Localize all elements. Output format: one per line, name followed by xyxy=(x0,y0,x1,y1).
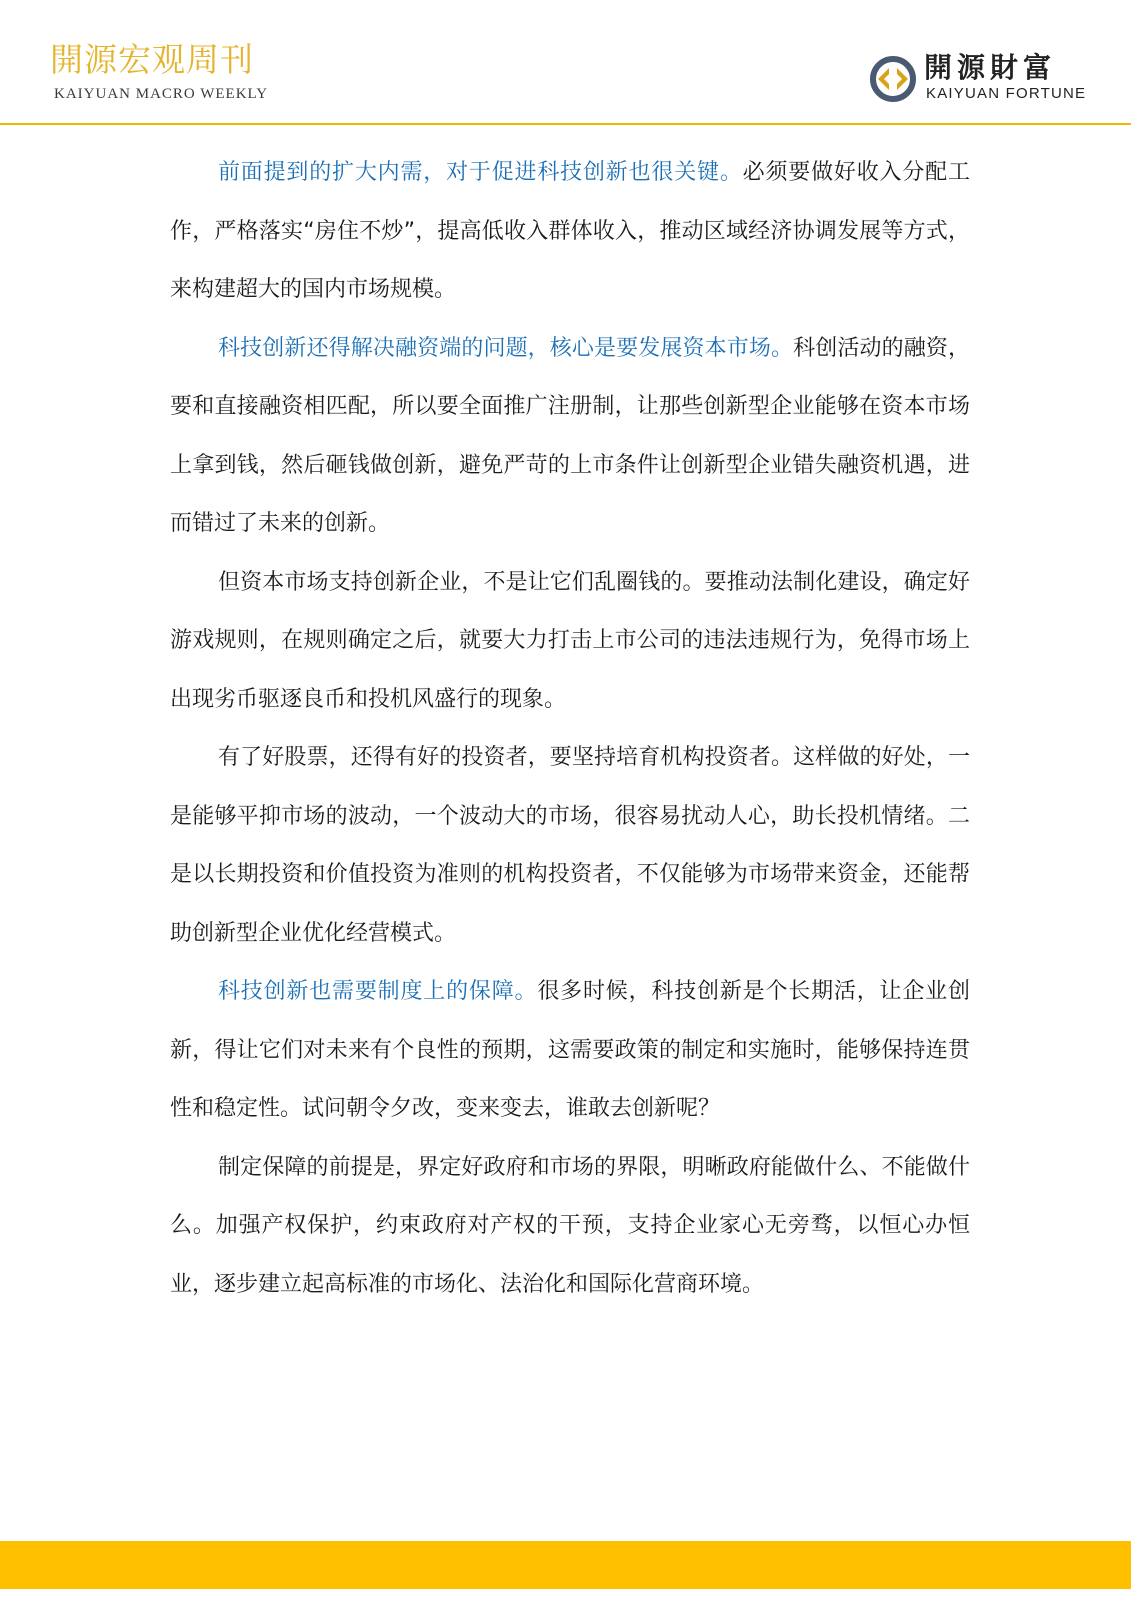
paragraph-text: 必须要做好收入分配工作，严格落实“房住不炒”，提高低收入群体收入，推动区域经济协调发展等方式，来构建超大的国内市场规模。 xyxy=(170,160,970,302)
brand-name-cn: 開源財富 xyxy=(924,51,1057,84)
paragraph xyxy=(170,554,970,730)
paragraph-highlight: 前面提到的扩大内需，对于促进科技创新也很关键。 xyxy=(218,160,743,185)
header-divider xyxy=(0,123,1131,125)
article-body xyxy=(170,144,970,1314)
paragraph xyxy=(170,963,970,1139)
paragraph xyxy=(170,729,970,963)
footer-bar xyxy=(0,1541,1131,1589)
paragraph-text: 很多时候，科技创新是个长期活，让企业创新，得让它们对未来有个良性的预期，这需要政策的制定和实施时，能够保持连贯性和稳定性。试问朝令夕改，变来变去，谁敢去创新呢？ xyxy=(170,979,970,1121)
paragraph xyxy=(170,144,970,320)
paragraph-text: 制定保障的前提是，界定好政府和市场的界限，明晰政府能做什么、不能做什么。加强产权保护，约束政府对产权的干预，支持企业家心无旁骛，以恒心办恒业，逐步建立起高标准的市场化、法治化和国际化营商环境。 xyxy=(170,1154,970,1297)
page-header xyxy=(0,0,1131,125)
paragraph-text: 但资本市场支持创新企业，不是让它们乱圈钱的。要推动法制化建设，确定好游戏规则，在规则确定之后，就要大力打击上市公司的违法违规行为，免得市场上出现劣币驱逐良币和投机风盛行的现象。 xyxy=(170,569,970,712)
kaiyuan-logo-icon xyxy=(868,54,918,104)
paragraph-highlight: 科技创新也需要制度上的保障。 xyxy=(218,979,538,1004)
brand-name-en: KAIYUAN FORTUNE xyxy=(926,85,1087,102)
paragraph xyxy=(170,320,970,554)
paragraph-text: 科创活动的融资，要和直接融资相匹配，所以要全面推广注册制，让那些创新型企业能够在资本市场上拿到钱，然后砸钱做创新，避免严苛的上市条件让创新型企业错失融资机遇，进而错过了未来的创新。 xyxy=(170,335,970,536)
brand-logo xyxy=(868,50,1108,106)
paragraph-highlight: 科技创新还得解决融资端的问题，核心是要发展资本市场。 xyxy=(218,335,794,361)
publication-title: 開源宏观周刊 xyxy=(50,40,254,79)
publication-subtitle: KAIYUAN MACRO WEEKLY xyxy=(54,86,269,102)
paragraph-text: 有了好股票，还得有好的投资者，要坚持培育机构投资者。这样做的好处，一是能够平抑市场的波动，一个波动大的市场，很容易扰动人心，助长投机情绪。二是以长期投资和价值投资为准则的机构投资者，不仅能够为市场带来资金，还能帮助创新型企业优化经营模式。 xyxy=(170,745,970,946)
paragraph xyxy=(170,1139,970,1315)
